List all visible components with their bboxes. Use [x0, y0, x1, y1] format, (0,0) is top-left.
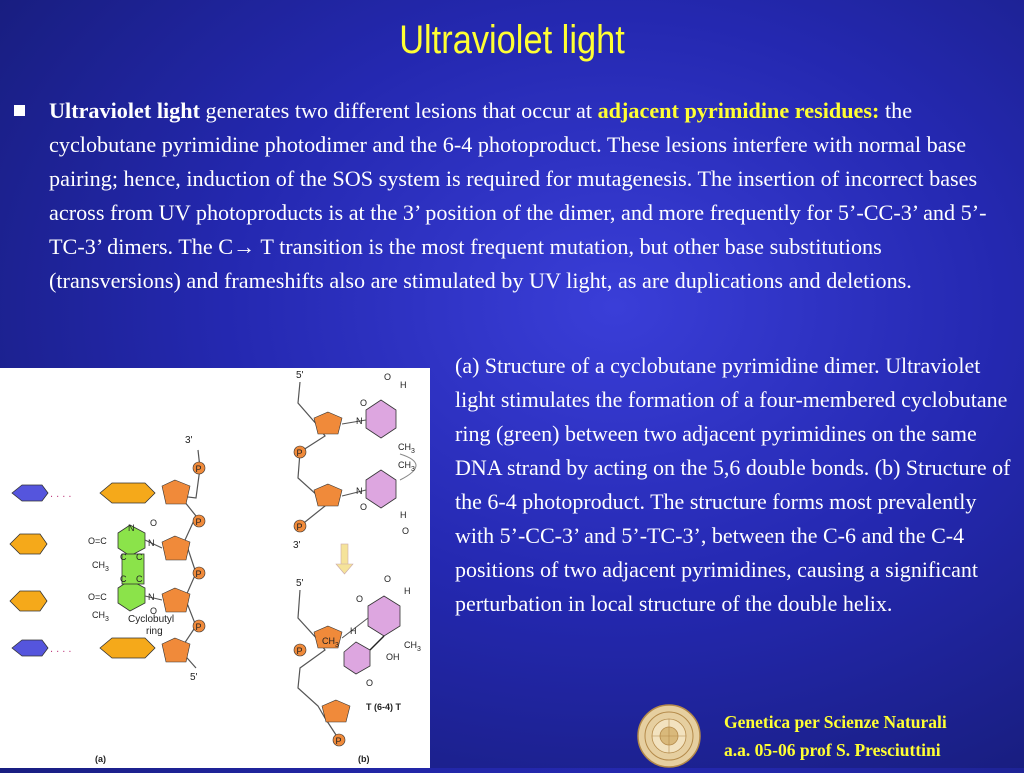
five-prime-label: 5'	[190, 672, 198, 683]
atom-label: 3	[105, 616, 109, 623]
atom-label: O	[384, 372, 392, 382]
five-prime-label: 5'	[296, 370, 304, 381]
bullet-part-1: generates two different lesions that occur at	[199, 98, 598, 123]
atom-label: H	[400, 380, 407, 390]
sugar-icon	[322, 700, 350, 722]
sugar-icon	[314, 484, 342, 506]
bullet-part-3: T transition is the most frequent mutation, but other base substitutions (transversions) and frameshifts also are stimulated by UV light, as are duplications and deletions.	[49, 234, 912, 293]
atom-label: O	[150, 606, 158, 616]
base-blue-icon	[12, 640, 48, 656]
atom-label: O=C	[88, 592, 107, 602]
right-arrow-icon: →	[233, 234, 256, 259]
thymine-ring-icon	[118, 580, 145, 611]
cyclobutyl-ring-label: ring	[146, 626, 163, 637]
atom-label: N	[148, 592, 155, 602]
bullet-square-icon	[14, 105, 25, 116]
slide-title: Ultraviolet light	[399, 18, 625, 62]
atom-label: CH	[322, 636, 335, 646]
figure-caption: (a) Structure of a cyclobutane pyrimidine dimer. Ultraviolet light stimulates the formation of a four-membered cyclobutane ring (green) between two adjacent pyrimidines on the same DNA strand by acting on the 5,6 double bonds. (b) Structure of the 6-4 photoproduct. The structure forms most prevalently with 5’-CC-3’ and 5’-TC-3’, between the C-6 and the C-4 positions of two adjacent pyrimidines, causing a significant perturbation in local structure of the double helix.	[455, 353, 1011, 616]
conversion-arrow-icon	[341, 544, 348, 566]
atom-label: 3	[417, 646, 421, 653]
base-orange-icon	[10, 591, 47, 611]
atom-label: O	[356, 594, 364, 604]
thymine-ring-icon	[366, 470, 396, 508]
three-prime-label: 3'	[293, 540, 301, 551]
sugar-icon	[314, 412, 342, 434]
phosphate-label: P	[335, 736, 342, 746]
thymine-ring-icon	[366, 400, 396, 438]
phosphate-label: P	[195, 569, 202, 579]
bullet-text	[49, 94, 1014, 298]
atom-label: 3	[411, 466, 415, 473]
atom-label: C	[136, 552, 143, 562]
atom-label: N	[356, 486, 363, 496]
panel-b-label: (b)	[358, 754, 370, 764]
panel-a-label: (a)	[95, 754, 106, 764]
thymine-ring-icon	[368, 596, 400, 636]
atom-label: 3	[411, 448, 415, 455]
footer-instructor: a.a. 05-06 prof S. Presciuttini	[724, 740, 941, 760]
atom-label: C	[136, 574, 143, 584]
atom-label: H	[400, 510, 407, 520]
atom-label: O	[366, 678, 374, 688]
phosphate-label: P	[195, 517, 202, 527]
atom-label: N	[356, 416, 363, 426]
atom-label: CH	[398, 442, 411, 452]
dna-lesion-figure	[0, 368, 430, 768]
base-orange-icon	[100, 483, 155, 503]
t64t-label: T (6-4) T	[366, 702, 401, 712]
atom-label: H	[404, 586, 411, 596]
phosphate-label: P	[195, 622, 202, 632]
conversion-arrow-icon	[336, 564, 353, 574]
atom-label: 3	[105, 566, 109, 573]
atom-label: H	[350, 626, 357, 636]
five-prime-label: 5'	[296, 578, 304, 589]
base-orange-icon	[10, 534, 47, 554]
atom-label: CH	[398, 460, 411, 470]
dots-label: . . . .	[50, 488, 72, 500]
base-blue-icon	[12, 485, 48, 501]
atom-label: OH	[386, 652, 400, 662]
cyclobutyl-ring-label: Cyclobutyl	[128, 614, 175, 625]
sugar-icon	[162, 480, 190, 504]
bullet-highlight: adjacent pyrimidine residues:	[597, 98, 880, 123]
atom-label: O	[384, 574, 392, 584]
atom-label: CH	[404, 640, 417, 650]
atom-label: N	[128, 523, 135, 533]
atom-label: CH	[92, 610, 105, 620]
bullet-part-2: the cyclobutane pyrimidine photodimer and the 6-4 photoproduct. These lesions interfere with normal base pairing; hence, induction of the SOS system is required for mutagenesis. The insertion of incorrect bases across from UV photoproducts is at the 3’ position of the dimer, and more frequently for 5’-CC-3’ and 5’-TC-3’ dimers. The C	[49, 98, 987, 259]
atom-label: C	[120, 552, 127, 562]
atom-label: CH	[92, 560, 105, 570]
phosphate-label: P	[195, 464, 202, 474]
bullet-paragraph	[14, 94, 1014, 298]
phosphate-label: P	[296, 646, 303, 656]
phosphate-label: P	[296, 522, 303, 532]
footer-course: Genetica per Scienze Naturali	[724, 712, 947, 732]
dots-label: . . . .	[50, 643, 72, 655]
atom-label: O	[360, 502, 368, 512]
atom-label: O	[360, 398, 368, 408]
atom-label: N	[148, 538, 155, 548]
university-seal-icon	[636, 703, 702, 769]
atom-label: O=C	[88, 536, 107, 546]
base-orange-icon	[100, 638, 155, 658]
atom-label: 3	[335, 642, 339, 649]
footer-credit	[724, 708, 1024, 764]
thymine-ring-icon	[344, 642, 370, 674]
dna-lesion-diagram	[0, 368, 430, 768]
sugar-icon	[162, 588, 190, 612]
atom-label: O	[402, 526, 410, 536]
bullet-lead: Ultraviolet light	[49, 98, 200, 123]
atom-label: C	[120, 574, 127, 584]
atom-label: O	[150, 518, 158, 528]
three-prime-label: 3'	[185, 435, 193, 446]
phosphate-label: P	[296, 448, 303, 458]
